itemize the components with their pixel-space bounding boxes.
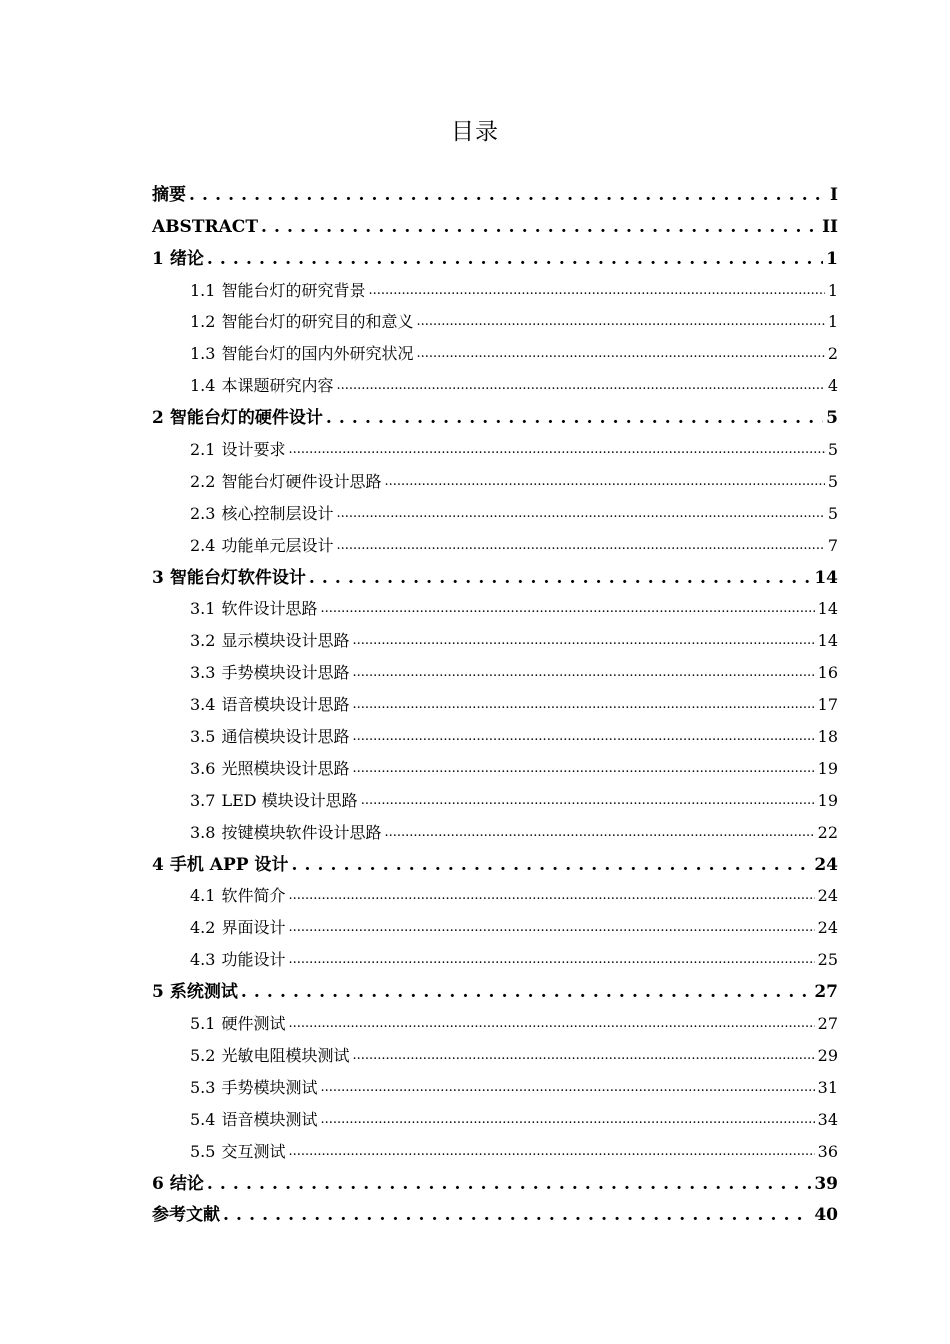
toc-entry-label (152, 405, 323, 433)
toc-entry-text: 交互测试 (221, 1141, 286, 1161)
toc-page-number: 34 (817, 1109, 838, 1129)
toc-entry-label (190, 820, 381, 848)
toc-entry-label (190, 1043, 349, 1071)
toc-chapter-row[interactable] (152, 975, 838, 1007)
toc-dot-leader (288, 1009, 814, 1039)
toc-dot-leader (207, 1171, 811, 1199)
toc-page-number: 7 (827, 535, 838, 555)
table-of-contents (152, 178, 838, 1230)
toc-dot-leader (288, 435, 824, 465)
toc-chapter-row[interactable] (152, 401, 838, 433)
toc-dot-leader (207, 246, 823, 274)
toc-entry-number: 1.1 (190, 280, 216, 300)
toc-entry-label (152, 246, 204, 274)
toc-entry-text: 显示模块设计思路 (221, 631, 350, 651)
toc-entry-number: 3.6 (190, 758, 216, 778)
toc-entry-text: 软件简介 (221, 886, 286, 906)
toc-entry-text: 手势模块测试 (221, 1077, 318, 1097)
toc-page-number: 27 (814, 982, 838, 1003)
toc-entry-text: 系统测试 (169, 982, 238, 1003)
toc-page-number: 14 (817, 599, 838, 619)
toc-entry-label (190, 915, 285, 943)
toc-section-row[interactable] (152, 529, 838, 561)
toc-section-row[interactable] (152, 1071, 838, 1103)
toc-entry-label (152, 1202, 220, 1230)
toc-section-row[interactable] (152, 274, 838, 306)
toc-entry-label (190, 724, 349, 752)
toc-entry-number: 5.4 (190, 1109, 216, 1129)
toc-entry-text: 设计要求 (221, 440, 286, 460)
toc-page-number: 5 (827, 503, 838, 523)
toc-page-number: 1 (827, 280, 838, 300)
toc-entry-label (190, 947, 285, 975)
toc-entry-number: 1.2 (190, 312, 216, 332)
toc-entry-label (190, 1139, 285, 1167)
toc-entry-text: 智能台灯软件设计 (169, 567, 306, 588)
toc-entry-text: 语音模块测试 (221, 1109, 318, 1129)
toc-page-number: 36 (817, 1141, 838, 1161)
toc-section-row[interactable] (152, 688, 838, 720)
toc-dot-leader (352, 658, 814, 688)
toc-dot-leader (288, 881, 814, 911)
toc-entry-text: 本课题研究内容 (221, 376, 334, 396)
toc-dot-leader (336, 371, 824, 401)
toc-entry-text: 核心控制层设计 (221, 503, 334, 523)
toc-entry-text: 功能设计 (221, 950, 286, 970)
toc-entry-number: 2.2 (190, 471, 216, 491)
toc-dot-leader (288, 945, 814, 975)
toc-entry-number: 1.3 (190, 344, 216, 364)
toc-dot-leader (384, 467, 824, 497)
toc-section-row[interactable] (152, 656, 838, 688)
toc-entry-number: 3.7 (190, 790, 216, 810)
toc-page-number: II (822, 216, 838, 237)
toc-entry-text: 摘要 (152, 184, 186, 205)
toc-section-row[interactable] (152, 433, 838, 465)
toc-chapter-row[interactable] (152, 848, 838, 880)
toc-page-number: 25 (817, 950, 838, 970)
toc-entry-number: 2 (152, 408, 164, 429)
toc-dot-leader (352, 722, 814, 752)
toc-entry-text: ABSTRACT (152, 216, 258, 237)
toc-page-number: 4 (827, 376, 838, 396)
toc-section-row[interactable] (152, 784, 838, 816)
toc-entry-label (190, 660, 349, 688)
toc-entry-number: 4.3 (190, 950, 216, 970)
toc-entry-label (190, 533, 333, 561)
toc-entry-label (152, 214, 258, 242)
toc-entry-label (190, 469, 381, 497)
toc-page-number: 1 (826, 248, 838, 269)
toc-entry-text: 手机 APP 设计 (169, 854, 289, 875)
toc-page-number: 1 (827, 312, 838, 332)
toc-page-number: 22 (817, 822, 838, 842)
toc-entry-number: 3 (152, 567, 164, 588)
toc-dot-leader (352, 626, 814, 656)
toc-page-number: 5 (827, 440, 838, 460)
toc-dot-leader (326, 405, 823, 433)
toc-entry-text: 按键模块软件设计思路 (221, 822, 382, 842)
toc-page-number: 14 (814, 567, 838, 588)
toc-dot-leader (189, 182, 827, 210)
toc-entry-text: 智能台灯的研究背景 (221, 280, 366, 300)
toc-entry-text: 手势模块设计思路 (221, 663, 350, 683)
toc-entry-text: 光照模块设计思路 (221, 758, 350, 778)
toc-dot-leader (416, 307, 824, 337)
toc-entry-number: 2.1 (190, 440, 216, 460)
toc-dot-leader (291, 852, 811, 880)
toc-entry-text: LED 模块设计思路 (221, 790, 358, 810)
toc-chapter-row[interactable] (152, 242, 838, 274)
toc-entry-number: 3.8 (190, 822, 216, 842)
toc-section-row[interactable] (152, 752, 838, 784)
toc-section-row[interactable] (152, 911, 838, 943)
toc-dot-leader (309, 565, 811, 593)
toc-chapter-row[interactable] (152, 1199, 838, 1231)
toc-section-row[interactable] (152, 1135, 838, 1167)
toc-dot-leader (320, 1105, 814, 1135)
toc-dot-leader (336, 531, 824, 561)
toc-chapter-row[interactable] (152, 210, 838, 242)
toc-dot-leader (320, 1073, 814, 1103)
toc-entry-label (190, 373, 333, 401)
toc-entry-label (190, 309, 413, 337)
toc-entry-number: 5.5 (190, 1141, 216, 1161)
toc-dot-leader (320, 594, 814, 624)
toc-entry-number: 3.2 (190, 631, 216, 651)
toc-section-row[interactable] (152, 337, 838, 369)
toc-section-row[interactable] (152, 1039, 838, 1071)
toc-chapter-row[interactable] (152, 1167, 838, 1199)
toc-entry-label (190, 596, 317, 624)
toc-page-number: 27 (817, 1014, 838, 1034)
page-title: 目录 (451, 119, 499, 145)
toc-entry-text: 界面设计 (221, 918, 286, 938)
toc-page-number: 17 (817, 695, 838, 715)
toc-entry-label (190, 692, 349, 720)
toc-entry-label (190, 756, 349, 784)
toc-entry-label (190, 437, 285, 465)
toc-page-number: 19 (817, 758, 838, 778)
toc-section-row[interactable] (152, 624, 838, 656)
toc-entry-number: 5.2 (190, 1045, 216, 1065)
toc-entry-label (152, 182, 186, 210)
toc-entry-label (190, 1075, 317, 1103)
toc-page-number: 24 (817, 918, 838, 938)
toc-entry-number: 1.4 (190, 376, 216, 396)
toc-page-number: 2 (827, 344, 838, 364)
toc-page-number: 39 (814, 1173, 838, 1194)
toc-dot-leader (223, 1202, 811, 1230)
toc-entry-label (152, 979, 238, 1007)
toc-section-row[interactable] (152, 369, 838, 401)
toc-entry-number: 3.4 (190, 695, 216, 715)
toc-page-number: 24 (817, 886, 838, 906)
toc-section-row[interactable] (152, 465, 838, 497)
toc-entry-text: 智能台灯的国内外研究状况 (221, 344, 414, 364)
toc-entry-label (190, 883, 285, 911)
toc-page-number: 16 (817, 663, 838, 683)
toc-entry-number: 6 (152, 1173, 164, 1194)
toc-section-row[interactable] (152, 720, 838, 752)
toc-entry-text: 智能台灯的研究目的和意义 (221, 312, 414, 332)
toc-dot-leader (261, 214, 819, 242)
toc-entry-number: 4.2 (190, 918, 216, 938)
toc-entry-number: 5.3 (190, 1077, 216, 1097)
toc-entry-text: 结论 (169, 1173, 204, 1194)
toc-section-row[interactable] (152, 1007, 838, 1039)
toc-entry-label (152, 565, 306, 593)
toc-entry-number: 5.1 (190, 1014, 216, 1034)
toc-dot-leader (352, 690, 814, 720)
toc-dot-leader (368, 276, 824, 306)
toc-entry-label (190, 1011, 285, 1039)
toc-page-number: 19 (817, 790, 838, 810)
toc-dot-leader (352, 754, 814, 784)
toc-entry-label (190, 628, 349, 656)
toc-chapter-row[interactable] (152, 178, 838, 210)
toc-entry-text: 绪论 (169, 248, 204, 269)
toc-page-number: I (830, 184, 838, 205)
toc-dot-leader (361, 786, 815, 816)
toc-section-row[interactable] (152, 1103, 838, 1135)
toc-section-row[interactable] (152, 306, 838, 338)
toc-entry-text: 参考文献 (152, 1205, 220, 1226)
toc-entry-label (152, 852, 288, 880)
toc-entry-text: 通信模块设计思路 (221, 727, 350, 747)
toc-entry-text: 硬件测试 (221, 1014, 286, 1034)
toc-section-row[interactable] (152, 880, 838, 912)
toc-dot-leader (352, 1041, 814, 1071)
toc-dot-leader (288, 913, 814, 943)
toc-entry-number: 2.3 (190, 503, 216, 523)
toc-entry-label (190, 788, 358, 816)
toc-entry-text: 语音模块设计思路 (221, 695, 350, 715)
toc-entry-number: 1 (152, 248, 164, 269)
toc-dot-leader (241, 979, 811, 1007)
toc-dot-leader (288, 1137, 814, 1167)
toc-entry-number: 4 (152, 854, 164, 875)
toc-entry-number: 3.3 (190, 663, 216, 683)
toc-entry-number: 4.1 (190, 886, 216, 906)
toc-section-row[interactable] (152, 943, 838, 975)
toc-entry-label (190, 341, 413, 369)
toc-page-number: 24 (814, 854, 838, 875)
toc-entry-number: 3.1 (190, 599, 216, 619)
toc-page-number: 40 (814, 1205, 838, 1226)
toc-page-number: 18 (817, 727, 838, 747)
toc-page-number: 29 (817, 1045, 838, 1065)
toc-entry-label (190, 1107, 317, 1135)
toc-entry-label (152, 1171, 204, 1199)
toc-dot-leader (384, 818, 814, 848)
toc-dot-leader (336, 499, 824, 529)
toc-page-number: 5 (827, 471, 838, 491)
toc-page-number: 31 (817, 1077, 838, 1097)
toc-entry-label (190, 501, 333, 529)
toc-chapter-row[interactable] (152, 561, 838, 593)
toc-section-row[interactable] (152, 593, 838, 625)
toc-section-row[interactable] (152, 497, 838, 529)
toc-page-number: 5 (826, 408, 838, 429)
toc-page-number: 14 (817, 631, 838, 651)
toc-entry-text: 智能台灯硬件设计思路 (221, 471, 382, 491)
toc-dot-leader (416, 339, 824, 369)
toc-entry-number: 5 (152, 982, 164, 1003)
toc-entry-text: 软件设计思路 (221, 599, 318, 619)
toc-entry-text: 智能台灯的硬件设计 (169, 408, 323, 429)
toc-section-row[interactable] (152, 816, 838, 848)
toc-entry-number: 2.4 (190, 535, 216, 555)
toc-entry-label (190, 278, 365, 306)
toc-entry-number: 3.5 (190, 727, 216, 747)
toc-entry-text: 功能单元层设计 (221, 535, 334, 555)
toc-entry-text: 光敏电阻模块测试 (221, 1045, 350, 1065)
